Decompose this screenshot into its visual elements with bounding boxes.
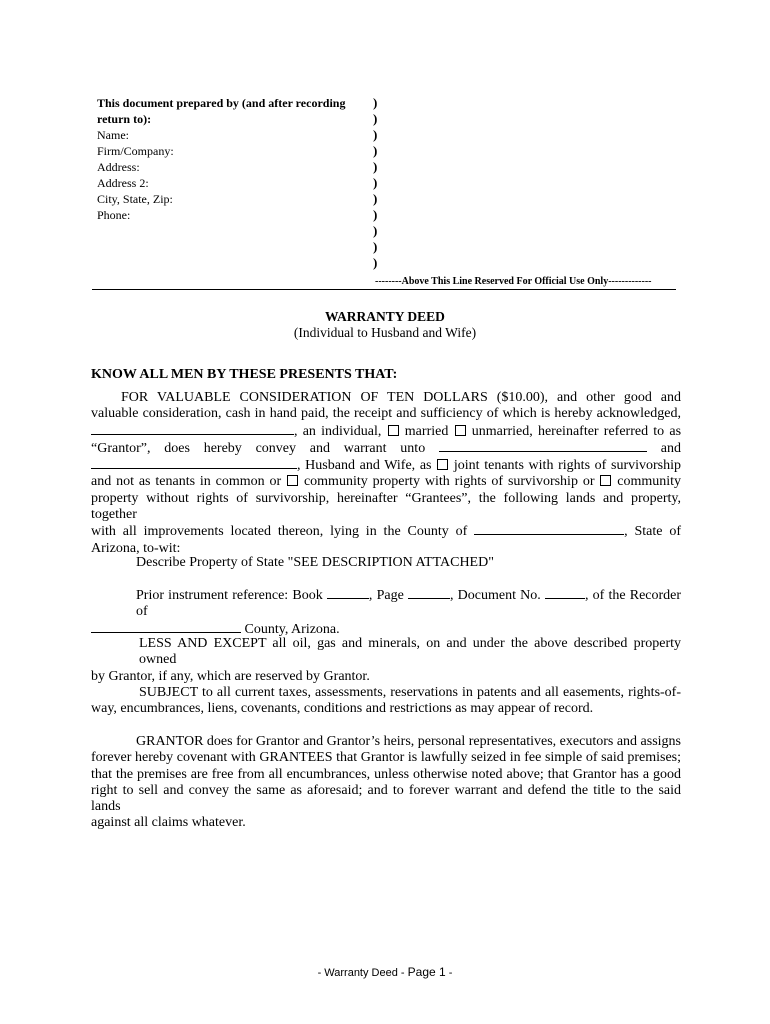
paren: ) xyxy=(373,127,378,142)
paren: ) xyxy=(373,207,378,222)
paren: ) xyxy=(373,111,378,126)
consideration-line: Arizona, to-wit: xyxy=(91,540,181,556)
document-subtitle: (Individual to Husband and Wife) xyxy=(293,325,477,340)
paren: ) xyxy=(373,223,378,238)
know-all-heading: KNOW ALL MEN BY THESE PRESENTS THAT: xyxy=(91,367,398,382)
married-label: married xyxy=(404,423,449,439)
husband-wife-text: , Husband and Wife, as xyxy=(297,458,432,474)
paren-column xyxy=(373,95,377,271)
less-except-line: by Grantor, if any, which are reserved by Grantor. xyxy=(91,668,370,684)
individual-text: , an individual, xyxy=(294,423,382,439)
community-label: community xyxy=(617,474,682,490)
consideration-line xyxy=(91,474,681,490)
preparer-block xyxy=(97,95,345,223)
paren: ) xyxy=(373,159,378,174)
prior-instrument-paragraph xyxy=(91,587,681,638)
consideration-line xyxy=(91,423,681,440)
consideration-line xyxy=(91,457,681,474)
consideration-line xyxy=(91,523,681,540)
address2-field: Address 2: xyxy=(97,176,149,190)
paren: ) xyxy=(373,191,378,206)
name-field: Name: xyxy=(97,128,129,142)
document-title: WARRANTY DEED xyxy=(325,309,445,324)
county-text: with all improvements located thereon, lying in the County of xyxy=(91,524,468,540)
recorder-county-blank[interactable] xyxy=(91,621,241,633)
book-blank[interactable] xyxy=(327,587,369,599)
consideration-line xyxy=(91,440,681,457)
married-checkbox[interactable] xyxy=(388,425,399,436)
subject-line: way, encumbrances, liens, covenants, conditions and restrictions as may appear of record. xyxy=(91,701,594,717)
prior-instrument-line xyxy=(91,587,681,621)
county-arizona-text: County, Arizona. xyxy=(244,621,340,637)
paren: ) xyxy=(373,255,378,270)
paren: ) xyxy=(373,143,378,158)
subject-line: SUBJECT to all current taxes, assessments, reservations in patents and all easements, rights-of- xyxy=(139,685,681,700)
community-no-survivorship-checkbox[interactable] xyxy=(600,475,611,486)
document-no-blank[interactable] xyxy=(545,587,585,599)
consideration-line: property without rights of survivorship, hereinafter “Grantees”, the following lands and property, together xyxy=(91,490,681,523)
footer-dash: - xyxy=(448,967,453,979)
divider-rule xyxy=(92,289,676,290)
address-field: Address: xyxy=(97,160,140,174)
convey-text: “Grantor”, does hereby convey and warrant unto xyxy=(91,440,426,456)
covenant-line: forever hereby covenant with GRANTEES that Grantor is lawfully seized in fee simple of said premises; xyxy=(91,750,681,766)
paren: ) xyxy=(373,175,378,190)
prepared-by-label: This document prepared by (and after recording xyxy=(97,96,346,110)
county-blank[interactable] xyxy=(474,523,624,535)
consideration-line: FOR VALUABLE CONSIDERATION OF TEN DOLLARS ($10.00), and other good and xyxy=(121,390,681,405)
grantor-covenant-paragraph xyxy=(91,734,681,832)
consideration-paragraph xyxy=(91,390,681,557)
return-to-label: return to): xyxy=(97,112,152,126)
state-of-text: , State of xyxy=(624,524,681,540)
unmarried-checkbox[interactable] xyxy=(455,425,466,436)
document-no-label: , Document No. xyxy=(449,588,541,603)
covenant-line: against all claims whatever. xyxy=(91,815,246,831)
less-except-paragraph xyxy=(91,636,681,685)
phone-field: Phone: xyxy=(97,208,131,222)
firm-field: Firm/Company: xyxy=(97,144,174,158)
covenant-line: right to sell and convey the same as aforesaid; and to forever warrant and defend the title to the said lands xyxy=(91,782,681,815)
book-label: Prior instrument reference: Book xyxy=(136,588,323,603)
and-text: and xyxy=(660,440,682,456)
recorder-label: , of the Recorder of xyxy=(136,588,682,620)
city-state-zip-field: City, State, Zip: xyxy=(97,192,173,206)
tenants-common-text: and not as tenants in common or xyxy=(91,474,282,490)
grantor-name-blank[interactable] xyxy=(91,423,294,435)
joint-tenants-checkbox[interactable] xyxy=(437,459,448,470)
unmarried-label: unmarried, hereinafter referred to as xyxy=(471,423,682,439)
grantee2-name-blank[interactable] xyxy=(91,457,297,469)
paren: ) xyxy=(373,95,378,110)
community-survivorship-label: community property with rights of survivorship or xyxy=(303,474,595,490)
covenant-line: GRANTOR does for Grantor and Grantor’s heirs, personal representatives, executors and assigns xyxy=(136,734,681,749)
subject-paragraph xyxy=(91,685,681,718)
page-footer xyxy=(0,965,770,979)
consideration-line: valuable consideration, cash in hand paid, the receipt and sufficiency of which is hereby acknowledged, xyxy=(91,406,681,422)
paren: ) xyxy=(373,239,378,254)
page-number: Page 1 xyxy=(407,965,446,979)
page-label: , Page xyxy=(368,588,404,603)
footer-label: - Warranty Deed - xyxy=(317,967,405,979)
property-description: Describe Property of State "SEE DESCRIPTION ATTACHED" xyxy=(136,555,494,570)
community-survivorship-checkbox[interactable] xyxy=(287,475,298,486)
grantee-name-blank[interactable] xyxy=(439,440,647,452)
page-blank[interactable] xyxy=(408,587,450,599)
joint-tenants-label: joint tenants with rights of survivorship xyxy=(453,458,682,474)
official-use-line: --------Above This Line Reserved For Official Use Only------------- xyxy=(375,276,652,287)
less-except-line: LESS AND EXCEPT all oil, gas and minerals, on and under the above described property owned xyxy=(139,636,681,668)
covenant-line: that the premises are free from all encumbrances, unless otherwise noted above; that Grantor has a good xyxy=(91,766,681,782)
